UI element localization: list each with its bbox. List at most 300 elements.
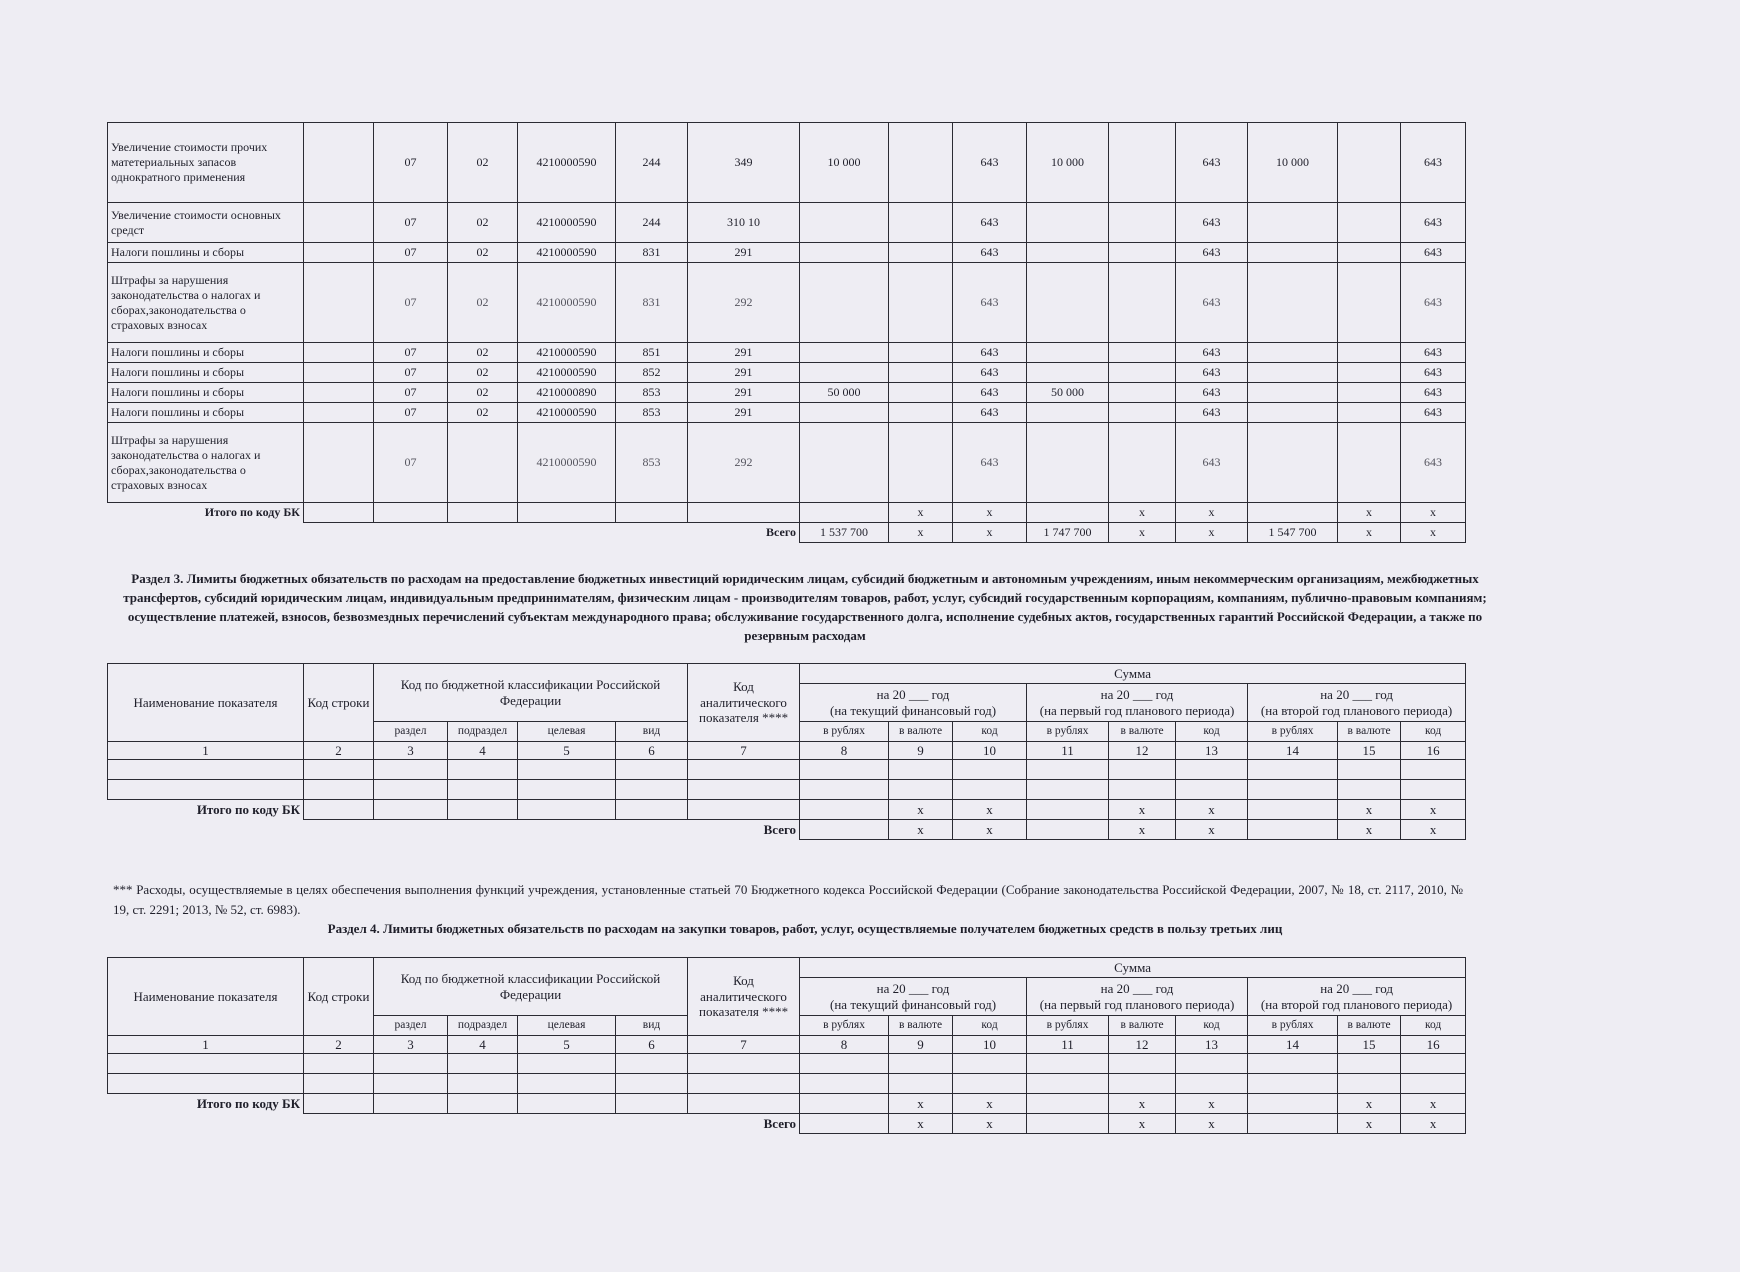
x-mark: х: [953, 800, 1027, 820]
cell-podrazdel: 02: [448, 243, 518, 263]
s4-col-number: 6: [616, 1036, 688, 1054]
cell-p1-rub: 10 000: [1027, 123, 1109, 203]
s3-hdr-celevaya: целевая: [518, 722, 616, 742]
cell-vid: 244: [616, 203, 688, 243]
cell-p2-val: [1338, 423, 1401, 503]
table-row: [108, 203, 1466, 243]
cell-cur-rub: [800, 243, 889, 263]
s3-hdr-kod: код: [953, 722, 1027, 742]
cell-celevaya: 4210000590: [518, 263, 616, 343]
cell-p1-code: 643: [1176, 423, 1248, 503]
s3-col-number: 16: [1401, 742, 1466, 760]
cell-podrazdel: 02: [448, 403, 518, 423]
x-mark: х: [1176, 503, 1248, 523]
itogo-label: Итого по коду БК: [204, 505, 300, 520]
vsego-label: Всего: [766, 525, 796, 540]
s3-col-number: 6: [616, 742, 688, 760]
section3-table: [107, 663, 1466, 840]
cell-kod-analit: 291: [688, 363, 800, 383]
x-mark: х: [1401, 1094, 1466, 1114]
cell-podrazdel: 02: [448, 383, 518, 403]
s4-hdr-kbk: Код по бюджетной классификации Российской Федерации: [374, 958, 688, 1016]
cell-cur-val: [889, 343, 953, 363]
s4-col-number: 3: [374, 1036, 448, 1054]
cell-p2-val: [1338, 203, 1401, 243]
x-mark: х: [889, 800, 953, 820]
x-mark: х: [1176, 1094, 1248, 1114]
cell-vid: 851: [616, 343, 688, 363]
cell-p1-rub: [1027, 263, 1109, 343]
cell-p1-val: [1109, 363, 1176, 383]
cell-p2-rub: [1248, 243, 1338, 263]
s3-vsego-label: Всего: [763, 821, 797, 837]
s3-hdr-v-rublyah: в рублях: [1248, 722, 1338, 742]
s4-hdr-kod: код: [1401, 1016, 1466, 1036]
s4-hdr-p2-desc: (на второй год планового периода): [1260, 996, 1453, 1012]
cell-p1-code: 643: [1176, 363, 1248, 383]
cell-celevaya: 4210000590: [518, 123, 616, 203]
s3-hdr-name: Наименование показателя: [108, 664, 304, 742]
table-row: [108, 363, 1466, 383]
s4-hdr-celevaya: целевая: [518, 1016, 616, 1036]
cell-podrazdel: 02: [448, 343, 518, 363]
s4-hdr-name: Наименование показателя: [108, 958, 304, 1036]
s3-hdr-v-valute: в валюте: [1109, 722, 1176, 742]
table-row: [108, 403, 1466, 423]
cell-p2-val: [1338, 243, 1401, 263]
s4-hdr-p1-desc: (на первый год планового периода): [1039, 996, 1235, 1012]
x-mark: х: [1109, 1114, 1176, 1134]
s4-col-number: 8: [800, 1036, 889, 1054]
s4-col-number: 1: [108, 1036, 304, 1054]
x-mark: х: [1401, 503, 1466, 523]
x-mark: х: [1109, 523, 1176, 543]
s3-hdr-kod: код: [1401, 722, 1466, 742]
table-row: [108, 263, 1466, 343]
x-mark: х: [1176, 1114, 1248, 1134]
s3-col-number: 9: [889, 742, 953, 760]
cell-p2-rub: [1248, 383, 1338, 403]
s3-hdr-p2-year: на 20 ___ год: [1320, 686, 1393, 702]
cell-razdel: 07: [374, 243, 448, 263]
cell-kod-analit: 291: [688, 383, 800, 403]
cell-celevaya: 4210000590: [518, 343, 616, 363]
s3-col-number: 4: [448, 742, 518, 760]
cell-p1-val: [1109, 403, 1176, 423]
s4-col-number: 10: [953, 1036, 1027, 1054]
cell-p1-rub: [1027, 363, 1109, 383]
cell-cur-val: [889, 403, 953, 423]
s3-hdr-cur-year: на 20 ___ год: [876, 686, 950, 702]
cell-razdel: 07: [374, 263, 448, 343]
cell-razdel: 07: [374, 123, 448, 203]
cell-row-name: Увеличение стоимости основных средст: [108, 203, 304, 243]
s4-hdr-kod-analit: Код аналитического показателя ****: [688, 958, 800, 1036]
cell-p2-val: [1338, 363, 1401, 383]
x-mark: х: [1109, 503, 1176, 523]
x-mark: х: [889, 820, 953, 840]
cell-kod-analit: 310 10: [688, 203, 800, 243]
cell-p2-rub: [1248, 403, 1338, 423]
s3-hdr-razdel: раздел: [374, 722, 448, 742]
cell-vid: 853: [616, 423, 688, 503]
s3-hdr-p2: [1248, 684, 1466, 722]
cell-kod-stroki: [304, 403, 374, 423]
s3-col-number: 10: [953, 742, 1027, 760]
s4-col-number: 15: [1338, 1036, 1401, 1054]
cell-celevaya: 4210000590: [518, 423, 616, 503]
s3-hdr-cur-desc: (на текущий финансовый год): [830, 702, 997, 718]
s4-vsego-label: Всего: [763, 1115, 797, 1131]
x-mark: х: [953, 1114, 1027, 1134]
s3-col-number: 13: [1176, 742, 1248, 760]
x-mark: х: [953, 503, 1027, 523]
s3-empty-row: [108, 780, 1466, 800]
cell-podrazdel: 02: [448, 263, 518, 343]
x-mark: х: [889, 503, 953, 523]
cell-p2-rub: [1248, 343, 1338, 363]
cell-celevaya: 4210000590: [518, 243, 616, 263]
s3-col-number: 2: [304, 742, 374, 760]
cell-p1-code: 643: [1176, 263, 1248, 343]
s3-col-number: 8: [800, 742, 889, 760]
s3-itogo-row: [108, 800, 1466, 820]
cell-cur-val: [889, 123, 953, 203]
s4-col-number: 5: [518, 1036, 616, 1054]
x-mark: х: [889, 1094, 953, 1114]
cell-p1-rub: 50 000: [1027, 383, 1109, 403]
cell-kod-analit: 291: [688, 343, 800, 363]
cell-kod-stroki: [304, 123, 374, 203]
cell-p2-rub: [1248, 363, 1338, 383]
cell-cur-code: 643: [953, 263, 1027, 343]
s3-col-number: 3: [374, 742, 448, 760]
cell-row-name: Штрафы за нарушения законодательства о налогах и сборах,законодательства о страховых взносах: [108, 263, 304, 343]
s3-hdr-kbk: Код по бюджетной классификации Российской Федерации: [374, 664, 688, 722]
s4-col-number: 9: [889, 1036, 953, 1054]
table-row: [108, 423, 1466, 503]
cell-cur-rub: [800, 423, 889, 503]
x-mark: х: [889, 523, 953, 543]
section2-table: [107, 122, 1466, 543]
s3-hdr-p1-year: на 20 ___ год: [1100, 686, 1174, 702]
cell-kod-stroki: [304, 263, 374, 343]
s4-hdr-kod: код: [953, 1016, 1027, 1036]
cell-cur-rub: [800, 363, 889, 383]
s4-hdr-v-valute: в валюте: [1109, 1016, 1176, 1036]
s4-col-number: 14: [1248, 1036, 1338, 1054]
s3-col-number: 7: [688, 742, 800, 760]
cell-razdel: 07: [374, 363, 448, 383]
cell-kod-analit: 292: [688, 263, 800, 343]
cell-celevaya: 4210000890: [518, 383, 616, 403]
x-mark: х: [1338, 1094, 1401, 1114]
s4-hdr-podrazdel: подраздел: [448, 1016, 518, 1036]
cell-cur-val: [889, 423, 953, 503]
s3-col-number: 14: [1248, 742, 1338, 760]
cell-p2-code: 643: [1401, 263, 1466, 343]
cell-kod-analit: 291: [688, 243, 800, 263]
x-mark: х: [1176, 523, 1248, 543]
vsego-p2: 1 547 700: [1248, 523, 1338, 543]
cell-cur-code: 643: [953, 403, 1027, 423]
cell-row-name: Налоги пошлины и сборы: [108, 403, 304, 423]
cell-vid: 853: [616, 403, 688, 423]
cell-podrazdel: [448, 423, 518, 503]
cell-vid: 244: [616, 123, 688, 203]
table-row: [108, 343, 1466, 363]
cell-row-name: Налоги пошлины и сборы: [108, 363, 304, 383]
s3-hdr-v-valute: в валюте: [889, 722, 953, 742]
s4-col-number: 4: [448, 1036, 518, 1054]
cell-p2-code: 643: [1401, 383, 1466, 403]
cell-celevaya: 4210000590: [518, 403, 616, 423]
cell-p1-code: 643: [1176, 343, 1248, 363]
cell-cur-rub: [800, 263, 889, 343]
s4-col-number: 2: [304, 1036, 374, 1054]
s3-vsego-row: [108, 820, 1466, 840]
cell-p2-val: [1338, 123, 1401, 203]
cell-p1-code: 643: [1176, 383, 1248, 403]
cell-p2-rub: [1248, 203, 1338, 243]
cell-p2-code: 643: [1401, 123, 1466, 203]
table-row: [108, 123, 1466, 203]
s4-col-number: 16: [1401, 1036, 1466, 1054]
cell-podrazdel: 02: [448, 363, 518, 383]
x-mark: х: [953, 523, 1027, 543]
s4-hdr-kod: код: [1176, 1016, 1248, 1036]
cell-row-name: Штрафы за нарушения законодательства о налогах и сборах,законодательства о страховых взносах: [108, 423, 304, 503]
s3-hdr-podrazdel: подраздел: [448, 722, 518, 742]
cell-vid: 853: [616, 383, 688, 403]
cell-p1-rub: [1027, 343, 1109, 363]
x-mark: х: [1176, 800, 1248, 820]
cell-cur-rub: [800, 203, 889, 243]
cell-p1-rub: [1027, 423, 1109, 503]
cell-p2-code: 643: [1401, 403, 1466, 423]
cell-p1-code: 643: [1176, 403, 1248, 423]
cell-p1-rub: [1027, 403, 1109, 423]
cell-row-name: Налоги пошлины и сборы: [108, 343, 304, 363]
x-mark: х: [1338, 800, 1401, 820]
s3-col-number: 1: [108, 742, 304, 760]
s3-hdr-v-rublyah: в рублях: [800, 722, 889, 742]
x-mark: х: [1176, 820, 1248, 840]
vsego-p1: 1 747 700: [1027, 523, 1109, 543]
s4-col-number: 7: [688, 1036, 800, 1054]
s3-hdr-kod: код: [1176, 722, 1248, 742]
cell-p1-code: 643: [1176, 123, 1248, 203]
s3-hdr-p1-desc: (на первый год планового периода): [1039, 702, 1235, 718]
x-mark: х: [1109, 800, 1176, 820]
cell-p1-code: 643: [1176, 243, 1248, 263]
cell-p2-val: [1338, 383, 1401, 403]
vsego-row: [108, 523, 1466, 543]
x-mark: х: [1338, 820, 1401, 840]
footnote: *** Расходы, осуществляемые в целях обеспечения выполнения функций учреждения, установленные статьей 70 Бюджетного кодекса Российской Федерации (Собрание законодательства Российской Федерации, 2007, № 18, ст. 2117, 2010, № 19, ст. 2291; 2013, № 52, ст. 6983).: [113, 882, 1463, 917]
cell-row-name: Налоги пошлины и сборы: [108, 243, 304, 263]
cell-celevaya: 4210000590: [518, 203, 616, 243]
s4-hdr-v-rublyah: в рублях: [1248, 1016, 1338, 1036]
x-mark: х: [1338, 1114, 1401, 1134]
s4-hdr-v-valute: в валюте: [889, 1016, 953, 1036]
cell-p2-rub: [1248, 263, 1338, 343]
section4-table: [107, 957, 1466, 1134]
s4-hdr-v-rublyah: в рублях: [1027, 1016, 1109, 1036]
s3-col-number: 11: [1027, 742, 1109, 760]
s3-col-number: 15: [1338, 742, 1401, 760]
cell-kod-stroki: [304, 423, 374, 503]
cell-razdel: 07: [374, 403, 448, 423]
cell-cur-val: [889, 263, 953, 343]
x-mark: х: [1401, 523, 1466, 543]
cell-kod-analit: 349: [688, 123, 800, 203]
x-mark: х: [1109, 820, 1176, 840]
cell-kod-stroki: [304, 363, 374, 383]
cell-celevaya: 4210000590: [518, 363, 616, 383]
cell-p2-code: 643: [1401, 363, 1466, 383]
cell-row-name: Налоги пошлины и сборы: [108, 383, 304, 403]
x-mark: х: [1109, 1094, 1176, 1114]
cell-p1-val: [1109, 343, 1176, 363]
s3-hdr-kod-stroki: Код строки: [304, 664, 374, 742]
x-mark: х: [1401, 800, 1466, 820]
cell-p1-val: [1109, 383, 1176, 403]
s3-hdr-cur: [800, 684, 1027, 722]
s4-hdr-cur-desc: (на текущий финансовый год): [830, 996, 997, 1012]
table-row: [108, 383, 1466, 403]
x-mark: х: [953, 820, 1027, 840]
cell-razdel: 07: [374, 423, 448, 503]
cell-razdel: 07: [374, 383, 448, 403]
s4-hdr-cur: [800, 978, 1027, 1016]
cell-p1-code: 643: [1176, 203, 1248, 243]
cell-cur-code: 643: [953, 343, 1027, 363]
table-row: [108, 243, 1466, 263]
x-mark: х: [953, 1094, 1027, 1114]
s4-hdr-v-rublyah: в рублях: [800, 1016, 889, 1036]
section3-title: Раздел 3. Лимиты бюджетных обязательств по расходам на предоставление бюджетных инвестиций юридическим лицам, субсидий бюджетным и автономным учреждениям, иным некоммерческим организациям, межбюджетных трансфертов, субсидий юридическим лицам, индивидуальным предпринимателям, физическим лицам - производителям товаров, работ, услуг, субсидий государственным корпорациям, компаниям, публично-правовым компаниям; осуществление платежей, взносов, безвозмездных перечислений субъектам международного права; обслуживание государственного долга, исполнение судебных актов, государственных гарантий Российской Федерации, а также по резервным расходам: [123, 571, 1487, 643]
cell-razdel: 07: [374, 343, 448, 363]
x-mark: х: [889, 1114, 953, 1134]
s4-itogo-label: Итого по коду БК: [196, 1095, 300, 1111]
cell-cur-code: 643: [953, 423, 1027, 503]
cell-p2-code: 643: [1401, 423, 1466, 503]
cell-p2-code: 643: [1401, 343, 1466, 363]
s3-col-number: 5: [518, 742, 616, 760]
cell-p1-val: [1109, 203, 1176, 243]
cell-p2-code: 643: [1401, 243, 1466, 263]
s4-col-number: 12: [1109, 1036, 1176, 1054]
s4-hdr-summa: Сумма: [800, 958, 1466, 978]
s3-hdr-summa: Сумма: [800, 664, 1466, 684]
cell-vid: 831: [616, 263, 688, 343]
s4-hdr-razdel: раздел: [374, 1016, 448, 1036]
x-mark: х: [1338, 523, 1401, 543]
cell-kod-stroki: [304, 383, 374, 403]
cell-cur-code: 643: [953, 203, 1027, 243]
x-mark: х: [1401, 820, 1466, 840]
cell-p2-val: [1338, 263, 1401, 343]
cell-vid: 831: [616, 243, 688, 263]
x-mark: х: [1401, 1114, 1466, 1134]
cell-p2-rub: 10 000: [1248, 123, 1338, 203]
cell-p1-val: [1109, 423, 1176, 503]
s4-col-number: 11: [1027, 1036, 1109, 1054]
cell-p1-val: [1109, 263, 1176, 343]
s3-hdr-v-valute: в валюте: [1338, 722, 1401, 742]
s3-hdr-p2-desc: (на второй год планового периода): [1260, 702, 1453, 718]
s3-hdr-v-rublyah: в рублях: [1027, 722, 1109, 742]
cell-cur-code: 643: [953, 123, 1027, 203]
cell-cur-val: [889, 383, 953, 403]
s4-hdr-p2: [1248, 978, 1466, 1016]
s4-col-number: 13: [1176, 1036, 1248, 1054]
cell-kod-stroki: [304, 203, 374, 243]
s4-hdr-v-valute: в валюте: [1338, 1016, 1401, 1036]
s4-hdr-cur-year: на 20 ___ год: [876, 980, 950, 996]
s3-empty-row: [108, 760, 1466, 780]
cell-cur-rub: [800, 343, 889, 363]
cell-cur-val: [889, 243, 953, 263]
s4-hdr-vid: вид: [616, 1016, 688, 1036]
section4-title: Раздел 4. Лимиты бюджетных обязательств по расходам на закупки товаров, работ, услуг, осуществляемые получателем бюджетных средств в пользу третьих лиц: [327, 921, 1283, 936]
s3-hdr-p1: [1027, 684, 1248, 722]
s4-vsego-row: [108, 1114, 1466, 1134]
s4-hdr-p2-year: на 20 ___ год: [1320, 980, 1393, 996]
cell-cur-rub: [800, 403, 889, 423]
s4-empty-row: [108, 1074, 1466, 1094]
cell-kod-stroki: [304, 243, 374, 263]
cell-kod-analit: 292: [688, 423, 800, 503]
cell-kod-stroki: [304, 343, 374, 363]
cell-p2-rub: [1248, 423, 1338, 503]
cell-p2-val: [1338, 403, 1401, 423]
s3-col-number: 12: [1109, 742, 1176, 760]
itogo-row: [108, 503, 1466, 523]
cell-cur-code: 643: [953, 243, 1027, 263]
cell-cur-rub: 10 000: [800, 123, 889, 203]
cell-vid: 852: [616, 363, 688, 383]
cell-p2-val: [1338, 343, 1401, 363]
cell-p1-rub: [1027, 203, 1109, 243]
s4-empty-row: [108, 1054, 1466, 1074]
s3-hdr-vid: вид: [616, 722, 688, 742]
cell-razdel: 07: [374, 203, 448, 243]
cell-cur-val: [889, 363, 953, 383]
s4-itogo-row: [108, 1094, 1466, 1114]
cell-cur-code: 643: [953, 383, 1027, 403]
s4-hdr-kod-stroki: Код строки: [304, 958, 374, 1036]
cell-p1-rub: [1027, 243, 1109, 263]
x-mark: х: [1338, 503, 1401, 523]
s3-hdr-kod-analit: Код аналитического показателя ****: [688, 664, 800, 742]
cell-cur-rub: 50 000: [800, 383, 889, 403]
cell-p1-val: [1109, 243, 1176, 263]
cell-kod-analit: 291: [688, 403, 800, 423]
cell-p2-code: 643: [1401, 203, 1466, 243]
vsego-cur: 1 537 700: [800, 523, 889, 543]
s3-itogo-label: Итого по коду БК: [196, 801, 300, 817]
cell-cur-code: 643: [953, 363, 1027, 383]
cell-row-name: Увеличение стоимости прочих матетериальных запасов однократного применения: [108, 123, 304, 203]
cell-cur-val: [889, 203, 953, 243]
s4-hdr-p1-year: на 20 ___ год: [1100, 980, 1174, 996]
cell-podrazdel: 02: [448, 203, 518, 243]
s4-hdr-p1: [1027, 978, 1248, 1016]
cell-p1-val: [1109, 123, 1176, 203]
cell-podrazdel: 02: [448, 123, 518, 203]
